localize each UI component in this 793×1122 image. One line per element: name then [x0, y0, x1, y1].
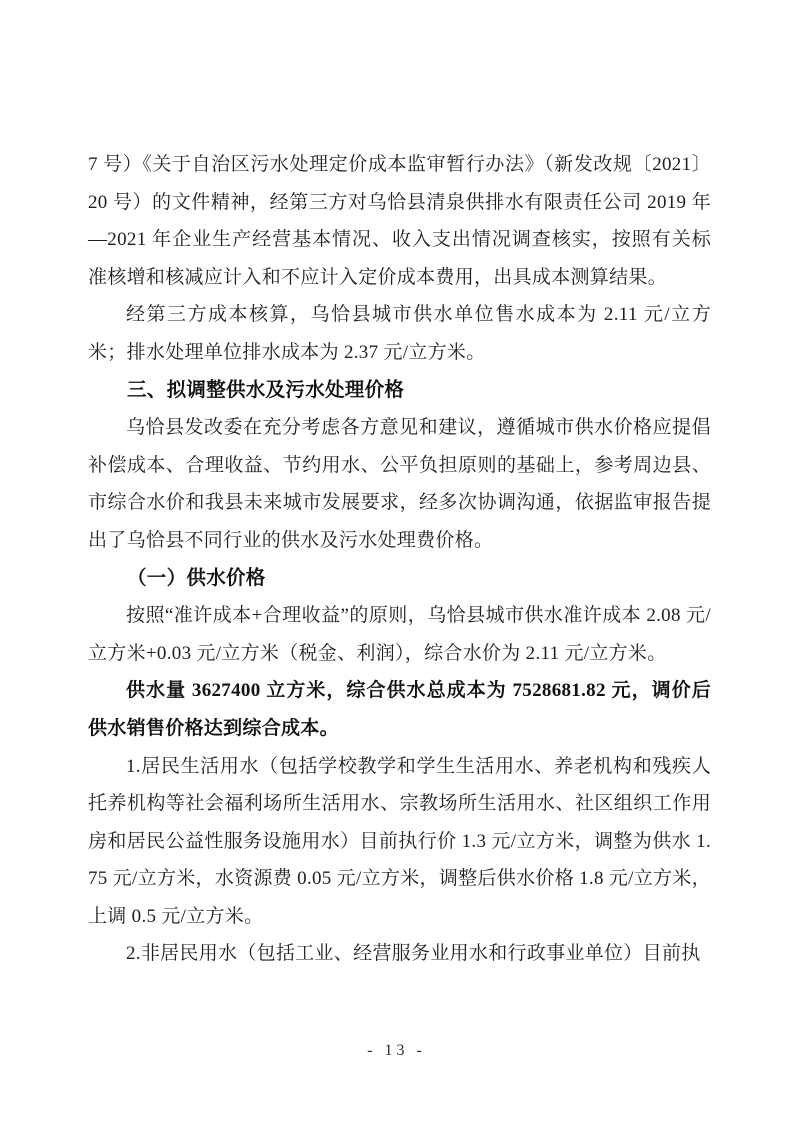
paragraph-cost-audit-result: 经第三方成本核算，乌恰县城市供水单位售水成本为 2.11 元/立方米；排水处理单位排水成本为 2.37 元/立方米。 [88, 304, 711, 363]
paragraph-continuation: 7 号）《关于自治区污水处理定价成本监审暂行办法》（新发改规〔2021〕20 号）的文件精神，经第三方对乌恰县清泉供排水有限责任公司 2019 年—2021 年企业生产经营基本情况、收入支出情况调查核实，按照有关标准核增和核减应计入和不应计入定价成本费用，出具成本测算结果。 [88, 154, 711, 288]
document-body [88, 146, 711, 973]
subsection-heading-water-supply-price: （一）供水价格 [127, 566, 266, 589]
paragraph-permitted-cost: 按照“准许成本+合理收益”的原则，乌恰县城市供水准许成本 2.08 元/立方米+0.03 元/立方米（税金、利润），综合水价为 2.11 元/立方米。 [88, 605, 711, 664]
page-number: - 13 - [367, 1042, 426, 1059]
paragraph-price-proposal: 乌恰县发改委在充分考虑各方意见和建议，遵循城市供水价格应提倡补偿成本、合理收益、节约用水、公平负担原则的基础上，参考周边县、市综合水价和我县未来城市发展要求，经多次协调沟通，依据监审报告提出了乌恰县不同行业的供水及污水处理费价格。 [88, 417, 711, 551]
section-heading-3: 三、拟调整供水及污水处理价格 [127, 378, 405, 401]
paragraph-residential-water: 1.居民生活用水（包括学校教学和学生生活用水、养老机构和残疾人托养机构等社会福利场所生活用水、宗教场所生活用水、社区组织工作用房和居民公益性服务设施用水）目前执行价 1.3 元/立方米，调整为供水 1.75 元/立方米，水资源费 0.05 元/立方米，调整后供水价格 1.8 元/立方米，上调 0.5 元/立方米。 [88, 755, 711, 927]
paragraph-supply-volume-emphasis: 供水量 3627400 立方米，综合供水总成本为 7528681.82 元，调价后供水销售价格达到综合成本。 [88, 680, 711, 739]
paragraph-non-residential-water: 2.非居民用水（包括工业、经营服务业用水和行政事业单位）目前执 [126, 943, 701, 965]
